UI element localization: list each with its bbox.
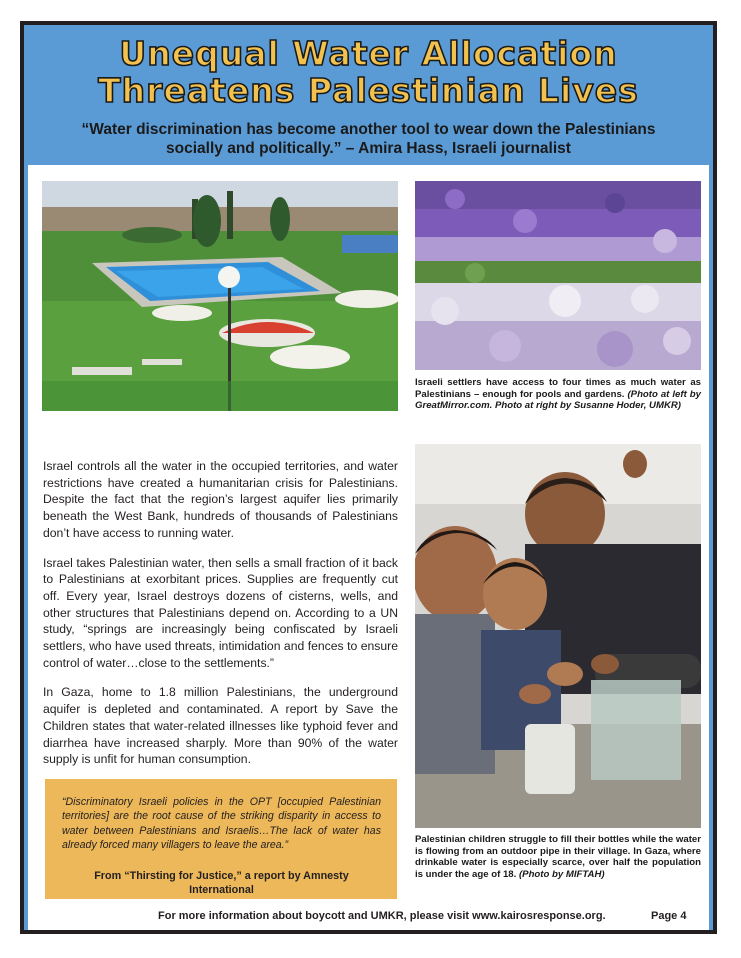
caption-top-text: Israeli settlers have access to four times as much water as Palestinians – enough for pools and gardens. [415, 377, 701, 400]
title-line-2: Threatens Palestinian Lives [98, 71, 639, 110]
footer-text: For more information about boycott and UMKR, please visit www.kairosresponse.org. [158, 910, 606, 922]
paragraph: Israel takes Palestinian water, then sells a small fraction of it back to Palestinians at exorbitant prices. Supplies are frequently cut off. Every year, Israel destroys dozens of cisterns, wells, and other structures that Palestinians depend on. According to a UN study, “springs are increasingly being confiscated by Israeli settlers, who have used threats, intimidation and fences to ensure control of water…close to the settlements.” [43, 555, 398, 670]
photo-caption-bottom [415, 834, 701, 880]
article-body [43, 458, 398, 781]
caption-top-credit: (Photo at left by GreatMirror.com. Photo at right by Susanne Hoder, UMKR) [415, 388, 701, 411]
header-quote: “Water discrimination has become another tool to wear down the Palestinians socially and politically.” – Amira Hass, Israeli journalist [81, 121, 656, 157]
paragraph: Israel controls all the water in the occupied territories, and water restrictions have created a humanitarian crisis for Palestinians. Despite the fact that the region’s largest aquifer lies primarily beneath the West Bank, hundreds of thousands of Palestinians don’t have access to running water. [43, 459, 398, 540]
amnesty-callout [45, 779, 397, 899]
page-number: Page 4 [651, 910, 687, 922]
paragraph: In Gaza, home to 1.8 million Palestinians, the underground aquifer is depleted and contaminated. A report by Save the Children states that water-related illnesses like typhoid fever and diarrhea have increased sharply. More than 90% of the water supply is unfit for human consumption. [43, 685, 398, 767]
page-title [24, 35, 713, 109]
children-photo [415, 444, 701, 828]
header [24, 25, 713, 165]
page-frame [20, 21, 717, 934]
title-line-1: Unequal Water Allocation [119, 34, 618, 73]
pool-photo [42, 181, 398, 411]
caption-bottom-text: Palestinian children struggle to fill their bottles while the water is flowing from an outdoor pipe in their village. In Gaza, where drinkable water is especially scarce, over half the population is under the age of 18. [415, 834, 701, 880]
callout-source: From “Thirsting for Justice,” a report by Amnesty International [94, 869, 349, 896]
caption-bottom-credit: (Photo by MIFTAH) [518, 868, 605, 880]
flowers-photo [415, 181, 701, 370]
photo-caption-top [415, 377, 701, 412]
callout-quote: “Discriminatory Israeli policies in the OPT [occupied Palestinian territories] are the root cause of the striking disparity in access to water between Palestinians and Israelis…The lack of water has already forced many villagers to leave the area.” [62, 796, 381, 852]
content-area [28, 165, 709, 930]
